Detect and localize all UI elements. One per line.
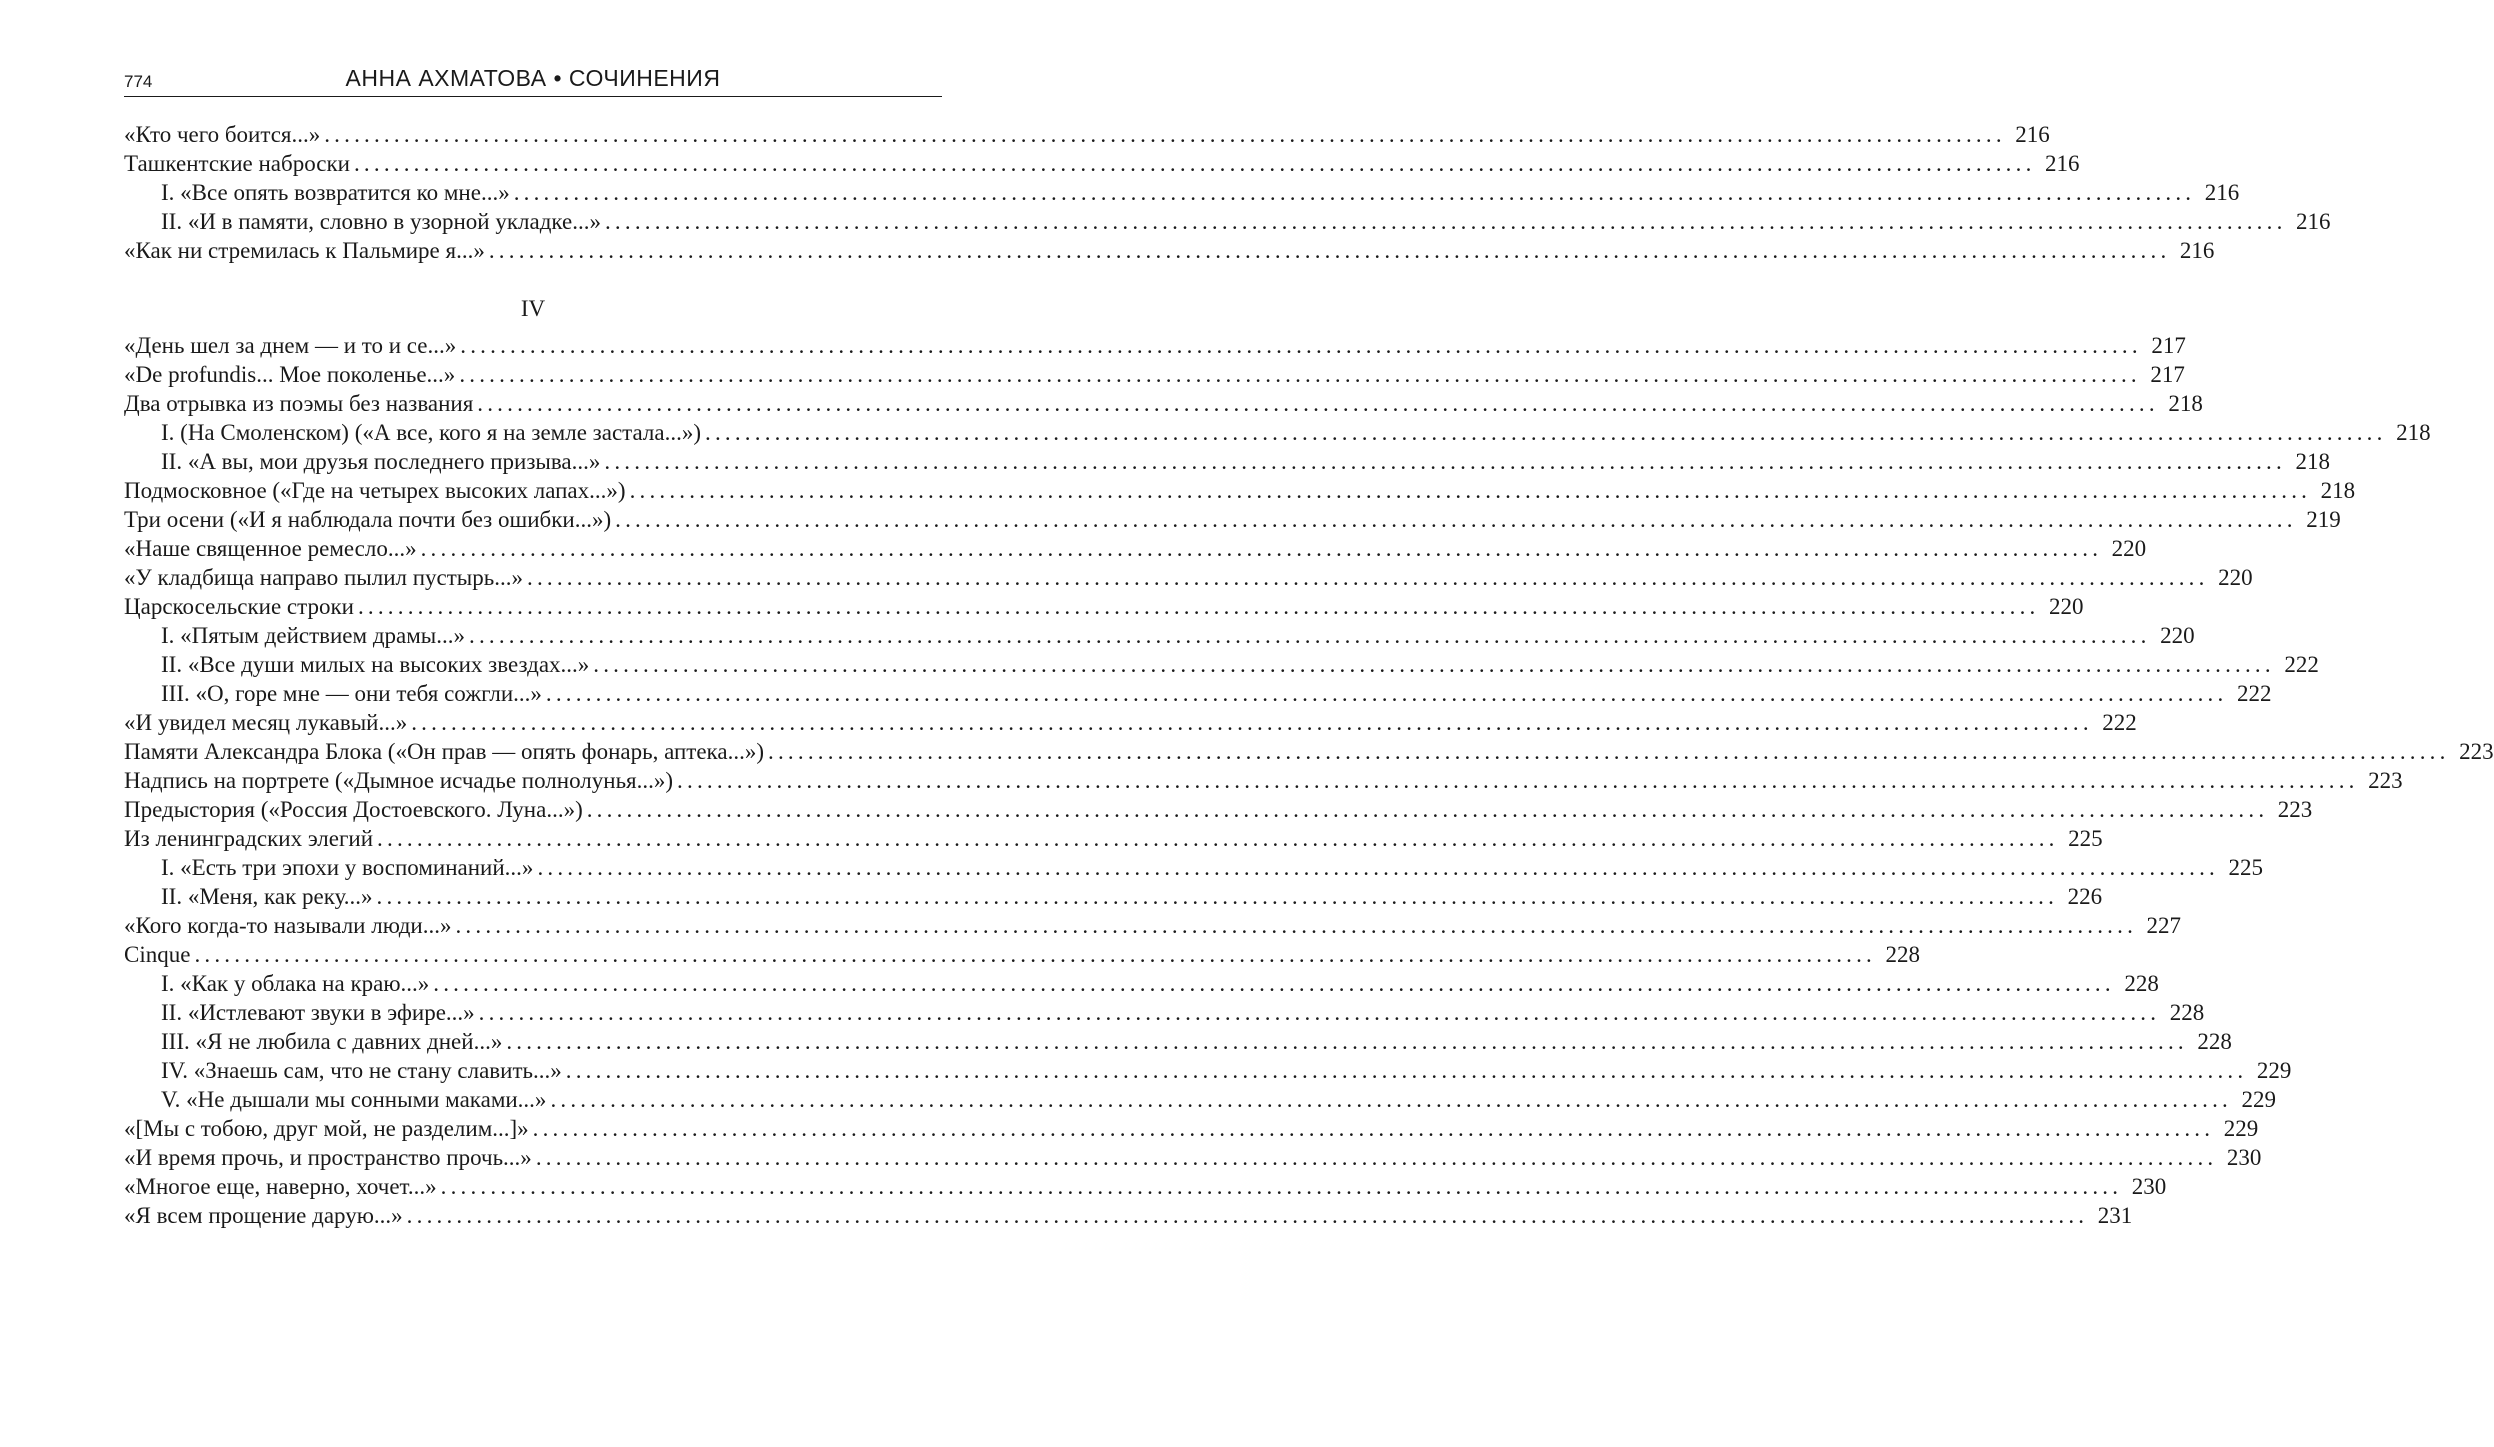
toc-entry-page: 218 bbox=[2168, 391, 2203, 416]
page-header bbox=[124, 58, 942, 97]
toc-entry bbox=[124, 1143, 2262, 1172]
toc-entry bbox=[124, 447, 2330, 476]
dot-leader: ......................................................................................................................................................................... bbox=[550, 1087, 2232, 1112]
toc-list bbox=[124, 331, 2494, 1230]
toc-entry-page: 216 bbox=[2204, 180, 2240, 205]
toc-entry-page: 223 bbox=[2368, 768, 2403, 793]
toc-entry-title: II. «Меня, как реку...» bbox=[161, 884, 373, 909]
dot-leader: ......................................................................................................................................................................... bbox=[768, 739, 2450, 764]
toc-entry-title: III. «Я не любила с давних дней...» bbox=[161, 1029, 503, 1054]
toc-entry bbox=[124, 708, 2137, 737]
toc-entry bbox=[124, 824, 2103, 853]
toc-entry-page: 226 bbox=[2067, 884, 2103, 909]
toc-entry-page: 216 bbox=[2179, 238, 2215, 263]
toc-entry-page: 230 bbox=[2226, 1145, 2262, 1170]
toc-entry bbox=[124, 534, 2147, 563]
toc-entry bbox=[124, 969, 2159, 998]
toc-entry-page: 228 bbox=[2169, 1000, 2205, 1025]
toc-entry bbox=[124, 1027, 2232, 1056]
toc-entry-title: Надпись на портрете («Дымное исчадье полнолунья...») bbox=[124, 768, 674, 793]
toc-entry-title: «[Мы с тобою, друг мой, не разделим...]» bbox=[124, 1116, 529, 1141]
toc-entry-title: Памяти Александра Блока («Он прав — опять фонарь, аптека...») bbox=[124, 739, 765, 764]
toc-entry-page: 225 bbox=[2228, 855, 2263, 880]
dot-leader: ......................................................................................................................................................................... bbox=[527, 565, 2209, 590]
toc-entry-page: 223 bbox=[2459, 739, 2494, 764]
section-heading: IV bbox=[520, 296, 546, 321]
dot-leader: ......................................................................................................................................................................... bbox=[677, 768, 2359, 793]
dot-leader: ......................................................................................................................................................................... bbox=[376, 884, 2059, 909]
toc-entry-title: Предыстория («Россия Достоевского. Луна...») bbox=[124, 797, 583, 822]
toc-entry-page: 218 bbox=[2396, 420, 2431, 445]
toc-entry-title: «У кладбища направо пылил пустырь...» bbox=[124, 565, 523, 590]
toc-entry-page: 223 bbox=[2277, 797, 2313, 822]
toc-entry-title: «Как ни стремилась к Пальмире я...» bbox=[124, 238, 485, 263]
toc-entry bbox=[124, 178, 2240, 207]
toc-entry-title: II. «Истлевают звуки в эфире...» bbox=[161, 1000, 475, 1025]
toc-entry-title: «De profundis... Мое поколенье...» bbox=[124, 362, 456, 387]
dot-leader: ......................................................................................................................................................................... bbox=[433, 971, 2115, 996]
dot-leader: ......................................................................................................................................................................... bbox=[593, 652, 2275, 677]
toc-entry bbox=[124, 882, 2103, 911]
toc-entry bbox=[124, 795, 2313, 824]
dot-leader: ......................................................................................................................................................................... bbox=[194, 942, 1877, 967]
dot-leader: ......................................................................................................................................................................... bbox=[324, 122, 2006, 147]
toc-entry-title: «День шел за днем — и то и се...» bbox=[124, 333, 457, 358]
dot-leader: ......................................................................................................................................................................... bbox=[455, 913, 2138, 938]
toc-entry bbox=[124, 360, 2185, 389]
toc-entry-title: II. «И в памяти, словно в узорной укладке...» bbox=[161, 209, 601, 234]
toc-entry-page: 218 bbox=[2320, 478, 2356, 503]
toc-entry bbox=[124, 1201, 2133, 1230]
toc-entry bbox=[124, 766, 2403, 795]
dot-leader: ......................................................................................................................................................................... bbox=[469, 623, 2151, 648]
toc-entry-page: 231 bbox=[2097, 1203, 2133, 1228]
running-title: АННА АХМАТОВА • СОЧИНЕНИЯ bbox=[345, 65, 721, 91]
toc-entry-title: V. «Не дышали мы сонными маками...» bbox=[161, 1087, 547, 1112]
toc-entry-title: «Наше священное ремесло...» bbox=[124, 536, 417, 561]
toc-entry-page: 222 bbox=[2102, 710, 2137, 735]
toc-entry-title: Cinque bbox=[124, 942, 191, 967]
toc-entry bbox=[124, 331, 2186, 360]
toc-entry-page: 225 bbox=[2068, 826, 2103, 851]
toc-entry-page: 228 bbox=[2197, 1029, 2232, 1054]
toc-entry bbox=[124, 679, 2272, 708]
dot-leader: ......................................................................................................................................................................... bbox=[411, 710, 2093, 735]
toc-entry-page: 229 bbox=[2256, 1058, 2292, 1083]
toc-entry-title: «Кто чего боится...» bbox=[124, 122, 321, 147]
toc-entry-title: I. «Все опять возвратится ко мне...» bbox=[161, 180, 510, 205]
toc-entry-page: 220 bbox=[2160, 623, 2195, 648]
toc-entry-title: Два отрывка из поэмы без названия bbox=[124, 391, 474, 416]
toc-entry bbox=[124, 476, 2356, 505]
toc-entry-title: I. «Как у облака на краю...» bbox=[161, 971, 430, 996]
dot-leader: ......................................................................................................................................................................... bbox=[565, 1058, 2248, 1083]
toc-entry-page: 220 bbox=[2111, 536, 2147, 561]
toc-entry bbox=[124, 592, 2084, 621]
toc-entry-title: III. «О, горе мне — они тебя сожгли...» bbox=[161, 681, 542, 706]
dot-leader: ......................................................................................................................................................................... bbox=[477, 391, 2159, 416]
toc-entry-title: I. (На Смоленском) («А все, кого я на земле застала...») bbox=[161, 420, 701, 445]
toc-entry bbox=[124, 1114, 2259, 1143]
dot-leader: ......................................................................................................................................................................... bbox=[535, 1145, 2218, 1170]
toc-entry-title: Царскосельские строки bbox=[124, 594, 354, 619]
toc-entry-title: IV. «Знаешь сам, что не стану славить...» bbox=[161, 1058, 562, 1083]
toc-entry bbox=[124, 207, 2331, 236]
toc-entry bbox=[124, 563, 2253, 592]
toc-entry bbox=[124, 1056, 2292, 1085]
toc-entry bbox=[124, 236, 2215, 265]
dot-leader: ......................................................................................................................................................................... bbox=[537, 855, 2219, 880]
toc-entry-page: 229 bbox=[2223, 1116, 2259, 1141]
toc-entry-page: 230 bbox=[2131, 1174, 2167, 1199]
toc-entry-page: 217 bbox=[2150, 362, 2185, 387]
page-number: 774 bbox=[124, 72, 153, 91]
dot-leader: ......................................................................................................................................................................... bbox=[705, 420, 2387, 445]
dot-leader: ......................................................................................................................................................................... bbox=[377, 826, 2059, 851]
toc-entry-page: 222 bbox=[2284, 652, 2319, 677]
toc-entry-page: 228 bbox=[2124, 971, 2159, 996]
toc-entry-title: Три осени («И я наблюдала почти без ошибки...») bbox=[124, 507, 612, 532]
toc-entry-title: I. «Пятым действием драмы...» bbox=[161, 623, 465, 648]
dot-leader: ......................................................................................................................................................................... bbox=[459, 362, 2141, 387]
dot-leader: ......................................................................................................................................................................... bbox=[406, 1203, 2089, 1228]
toc-entry-title: «Многое еще, наверно, хочет...» bbox=[124, 1174, 437, 1199]
dot-leader: ......................................................................................................................................................................... bbox=[478, 1000, 2161, 1025]
dot-leader: ......................................................................................................................................................................... bbox=[532, 1116, 2215, 1141]
toc-entry-title: I. «Есть три эпохи у воспоминаний...» bbox=[161, 855, 534, 880]
dot-leader: ......................................................................................................................................................................... bbox=[440, 1174, 2123, 1199]
toc-entry bbox=[124, 1085, 2276, 1114]
toc-entry-page: 222 bbox=[2236, 681, 2272, 706]
toc-entry bbox=[124, 389, 2203, 418]
toc-section-continued bbox=[124, 120, 2331, 265]
dot-leader: ......................................................................................................................................................................... bbox=[506, 1029, 2188, 1054]
toc-entry bbox=[124, 1172, 2167, 1201]
toc-entry-page: 220 bbox=[2049, 594, 2084, 619]
dot-leader: ......................................................................................................................................................................... bbox=[460, 333, 2142, 358]
toc-list bbox=[124, 120, 2331, 265]
toc-entry bbox=[124, 621, 2195, 650]
toc-entry bbox=[124, 120, 2050, 149]
toc-entry-page: 216 bbox=[2045, 151, 2080, 176]
toc-entry-page: 229 bbox=[2241, 1087, 2276, 1112]
toc-entry-page: 217 bbox=[2151, 333, 2186, 358]
dot-leader: ......................................................................................................................................................................... bbox=[488, 238, 2171, 263]
toc-entry-title: II. «А вы, мои друзья последнего призыва...» bbox=[161, 449, 601, 474]
toc-entry bbox=[124, 650, 2319, 679]
dot-leader: ......................................................................................................................................................................... bbox=[586, 797, 2269, 822]
toc-entry-page: 218 bbox=[2295, 449, 2330, 474]
toc-section-iv bbox=[124, 291, 2494, 1230]
dot-leader: ......................................................................................................................................................................... bbox=[513, 180, 2196, 205]
toc-entry bbox=[124, 737, 2494, 766]
toc-entry-page: 216 bbox=[2296, 209, 2331, 234]
toc-entry-page: 216 bbox=[2015, 122, 2050, 147]
toc-entry-title: Ташкентские наброски bbox=[124, 151, 350, 176]
toc-entry bbox=[124, 940, 1921, 969]
toc-entry-title: «Кого когда-то называли люди...» bbox=[124, 913, 452, 938]
dot-leader: ......................................................................................................................................................................... bbox=[604, 209, 2287, 234]
toc-entry bbox=[124, 853, 2263, 882]
dot-leader: ......................................................................................................................................................................... bbox=[615, 507, 2297, 532]
dot-leader: ......................................................................................................................................................................... bbox=[629, 478, 2312, 503]
toc-entry bbox=[124, 998, 2205, 1027]
toc-entry-title: «Я всем прощение дарую...» bbox=[124, 1203, 403, 1228]
dot-leader: ......................................................................................................................................................................... bbox=[357, 594, 2040, 619]
toc-entry-page: 219 bbox=[2306, 507, 2341, 532]
toc-entry-title: Из ленинградских элегий bbox=[124, 826, 374, 851]
toc-entry-title: «И увидел месяц лукавый...» bbox=[124, 710, 408, 735]
dot-leader: ......................................................................................................................................................................... bbox=[353, 151, 2036, 176]
dot-leader: ......................................................................................................................................................................... bbox=[420, 536, 2103, 561]
toc-entry-page: 228 bbox=[1885, 942, 1921, 967]
toc-entry-title: «И время прочь, и пространство прочь...» bbox=[124, 1145, 532, 1170]
toc-entry bbox=[124, 149, 2080, 178]
dot-leader: ......................................................................................................................................................................... bbox=[604, 449, 2286, 474]
dot-leader: ......................................................................................................................................................................... bbox=[545, 681, 2228, 706]
toc-entry bbox=[124, 505, 2341, 534]
toc-entry-page: 220 bbox=[2218, 565, 2253, 590]
toc-entry-title: II. «Все души милых на высоких звездах...» bbox=[161, 652, 590, 677]
book-page bbox=[124, 58, 2494, 1230]
toc-entry bbox=[124, 418, 2431, 447]
toc-entry bbox=[124, 911, 2182, 940]
toc-entry-page: 227 bbox=[2146, 913, 2182, 938]
toc-entry-title: Подмосковное («Где на четырех высоких лапах...») bbox=[124, 478, 626, 503]
